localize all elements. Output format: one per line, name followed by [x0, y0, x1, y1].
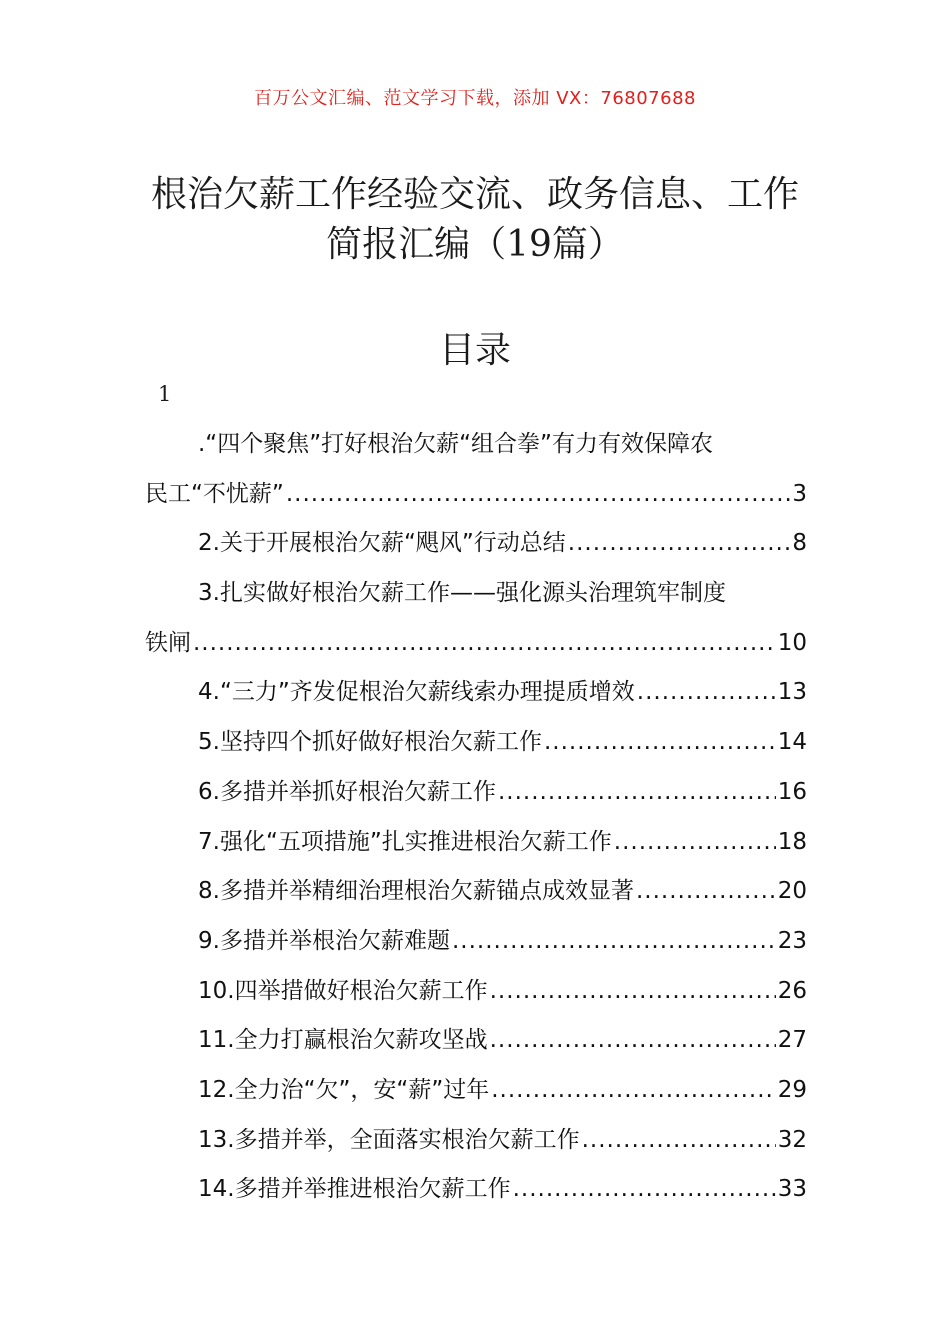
toc-entry-title: 6.多措并举抓好根治欠薪工作	[198, 778, 496, 805]
toc-entry-title: 5.坚持四个抓好做好根治欠薪工作	[198, 729, 542, 756]
dot-leader	[513, 1165, 776, 1215]
toc-entry-page: 18	[777, 828, 807, 855]
toc-entry-page: 16	[777, 778, 807, 805]
toc-entry-14[interactable]	[145, 1165, 807, 1215]
toc-entry-page: 27	[777, 1027, 807, 1054]
toc-entry-page: 29	[777, 1076, 807, 1103]
toc-entry-4[interactable]	[145, 668, 807, 718]
toc-entry-3-line-1[interactable]	[145, 569, 807, 619]
toc-entry-page: 10	[777, 629, 807, 656]
toc-entry-title: 10.四举措做好根治欠薪工作	[198, 977, 488, 1004]
toc-entry-page: 8	[792, 530, 807, 557]
dot-leader	[490, 967, 776, 1017]
toc-entry-8[interactable]	[145, 867, 807, 917]
title-line-2-prefix: 简报汇编（	[326, 224, 507, 265]
dot-leader	[544, 718, 776, 768]
header-note: 百万公文汇编、范文学习下载，添加 VX：76807688	[254, 88, 696, 109]
document-title	[120, 170, 830, 270]
toc-entry-title: 铁闸	[145, 629, 191, 656]
dot-leader	[582, 1116, 776, 1166]
toc-entry-title: 11.全力打赢根治欠薪攻坚战	[198, 1027, 488, 1054]
dot-leader	[614, 818, 776, 868]
toc-entry-page: 33	[777, 1176, 807, 1203]
dot-leader	[637, 668, 776, 718]
title-line-2-suffix: 篇）	[551, 224, 624, 265]
toc-entry-1-line-1[interactable]	[145, 420, 807, 470]
toc-entry-11[interactable]	[145, 1016, 807, 1066]
toc-entry-page: 23	[777, 927, 807, 954]
dot-leader	[491, 1066, 775, 1116]
toc-entry-3-line-2[interactable]	[145, 619, 807, 669]
dot-leader	[636, 867, 776, 917]
toc-entry-title: 7.强化“五项措施”扎实推进根治欠薪工作	[198, 828, 612, 855]
toc-entry-1-line-2[interactable]	[145, 470, 807, 520]
dot-leader	[193, 619, 776, 669]
toc-entry-10[interactable]	[145, 967, 807, 1017]
toc-entry-title: 4.“三力”齐发促根治欠薪线索办理提质增效	[198, 679, 635, 706]
toc-entry-title: 14.多措并举推进根治欠薪工作	[198, 1176, 511, 1203]
toc-entry-title: 13.多措并举，全面落实根治欠薪工作	[198, 1126, 580, 1153]
toc-entry-6[interactable]	[145, 768, 807, 818]
toc-entry-5[interactable]	[145, 718, 807, 768]
toc-entry-page: 13	[777, 679, 807, 706]
dot-leader	[568, 519, 791, 569]
toc-entry-page: 26	[777, 977, 807, 1004]
title-article-count: 19	[506, 224, 552, 265]
toc-entry-page: 3	[792, 480, 807, 507]
dot-leader	[490, 1016, 776, 1066]
toc-entry-title: 9.多措并举根治欠薪难题	[198, 927, 450, 954]
toc-entry-page: 14	[777, 729, 807, 756]
toc-entry-page: 20	[777, 878, 807, 905]
title-line-1: 根治欠薪工作经验交流、政务信息、工作	[150, 174, 799, 215]
toc-entry-title: 12.全力治“欠”，安“薪”过年	[198, 1076, 490, 1103]
toc-entry-title: 3.扎实做好根治欠薪工作——强化源头治理筑牢制度	[198, 580, 726, 607]
toc-entry-12[interactable]	[145, 1066, 807, 1116]
stray-list-number: 1	[158, 382, 172, 406]
toc-heading: 目录	[438, 330, 511, 371]
dot-leader	[498, 768, 776, 818]
toc-entry-title: 民工“不忧薪”	[145, 480, 284, 507]
table-of-contents	[145, 420, 807, 1215]
dot-leader	[452, 917, 776, 967]
toc-entry-2[interactable]	[145, 519, 807, 569]
toc-entry-title: 2.关于开展根治欠薪“飓风”行动总结	[198, 530, 566, 557]
toc-entry-title: 8.多措并举精细治理根治欠薪锚点成效显著	[198, 878, 634, 905]
toc-entry-title: .“四个聚焦”打好根治欠薪“组合拳”有力有效保障农	[198, 431, 713, 457]
toc-entry-9[interactable]	[145, 917, 807, 967]
toc-entry-13[interactable]	[145, 1116, 807, 1166]
title-line-2	[120, 220, 830, 270]
toc-entry-page: 32	[777, 1126, 807, 1153]
toc-entry-7[interactable]	[145, 818, 807, 868]
dot-leader	[286, 470, 791, 520]
